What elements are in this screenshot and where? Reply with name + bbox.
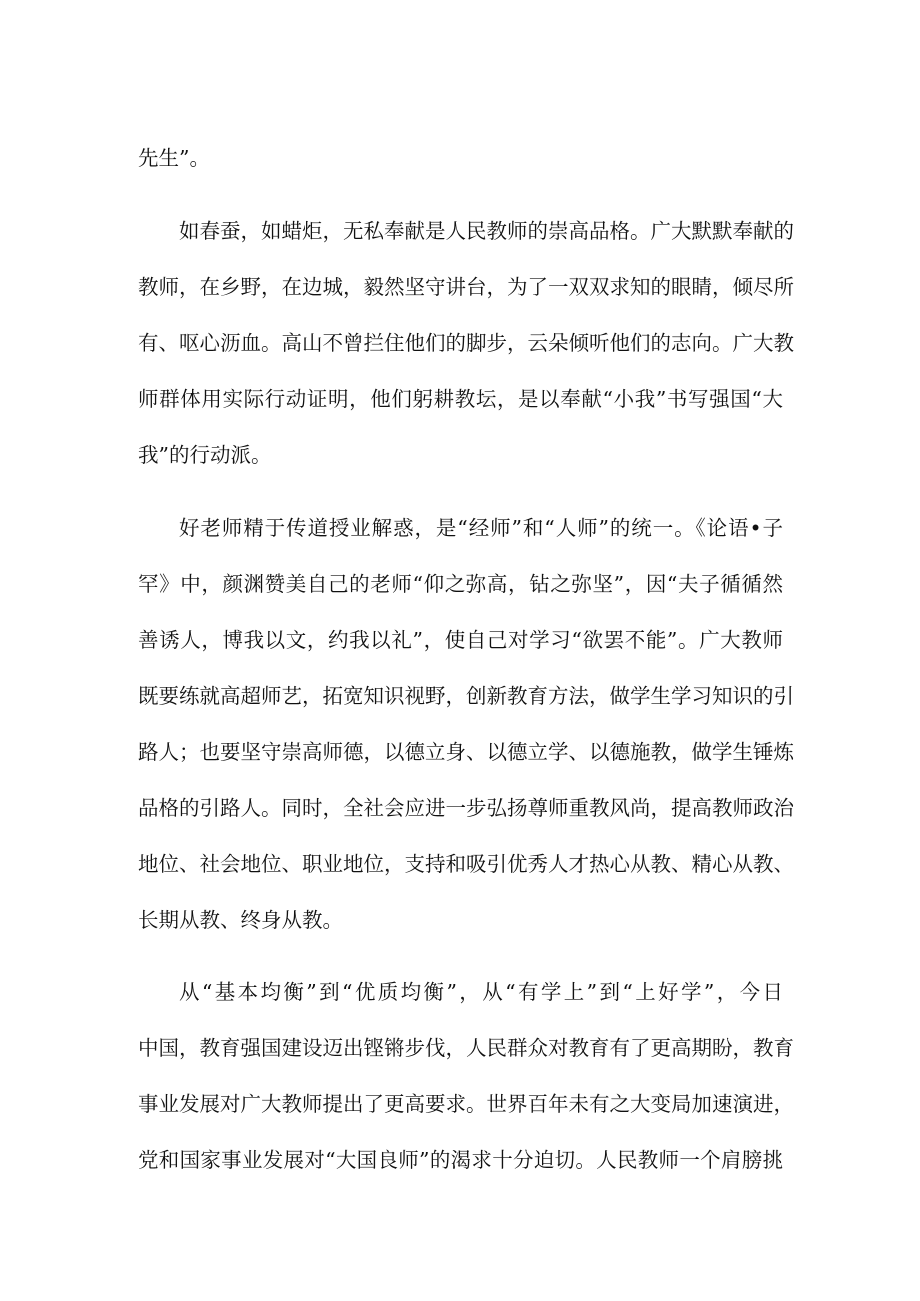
paragraph-line: 有、呕心沥血。高山不曾拦住他们的脚步，云朵倾听他们的志向。广大教 xyxy=(138,331,794,355)
paragraph-line: 先生”。 xyxy=(138,146,210,170)
paragraph-line: 路人；也要坚守崇高师德，以德立身、以德立学、以德施教，做学生锤炼 xyxy=(138,740,794,764)
paragraph-line: 事业发展对广大教师提出了更高要求。世界百年未有之大变局加速演进， xyxy=(138,1092,794,1116)
paragraph-line: 从“基本均衡”到“优质均衡”，从“有学上”到“上好学”，今日 xyxy=(179,980,783,1004)
paragraph-line: 善诱人，博我以文，约我以礼”，使自己对学习“欲罢不能”。广大教师 xyxy=(138,628,783,652)
paragraph-line: 罕》中，颜渊赞美自己的老师“仰之弥高，钻之弥坚”，因“夫子循循然 xyxy=(138,572,783,596)
paragraph-line: 好老师精于传道授业解惑，是“经师”和“人师”的统一。《论语•子 xyxy=(179,516,783,540)
paragraph-line: 地位、社会地位、职业地位，支持和吸引优秀人才热心从教、精心从教、 xyxy=(138,852,794,876)
paragraph-line: 师群体用实际行动证明，他们躬耕教坛，是以奉献“小我”书写强国“大 xyxy=(138,387,783,411)
paragraph-line: 教师，在乡野，在边城，毅然坚守讲台，为了一双双求知的眼睛，倾尽所 xyxy=(138,275,794,299)
paragraph-line: 既要练就高超师艺，拓宽知识视野，创新教育方法，做学生学习知识的引 xyxy=(138,684,794,708)
paragraph-line: 如春蚕，如蜡炬，无私奉献是人民教师的崇高品格。广大默默奉献的 xyxy=(179,219,794,243)
paragraph-line: 党和国家事业发展对“大国良师”的渴求十分迫切。人民教师一个肩膀挑 xyxy=(138,1148,783,1172)
paragraph-line: 长期从教、终身从教。 xyxy=(138,908,343,932)
paragraph-line: 品格的引路人。同时，全社会应进一步弘扬尊师重教风尚，提高教师政治 xyxy=(138,796,794,820)
paragraph-line: 我”的行动派。 xyxy=(138,443,272,467)
paragraph-line: 中国，教育强国建设迈出铿锵步伐，人民群众对教育有了更高期盼，教育 xyxy=(138,1036,794,1060)
